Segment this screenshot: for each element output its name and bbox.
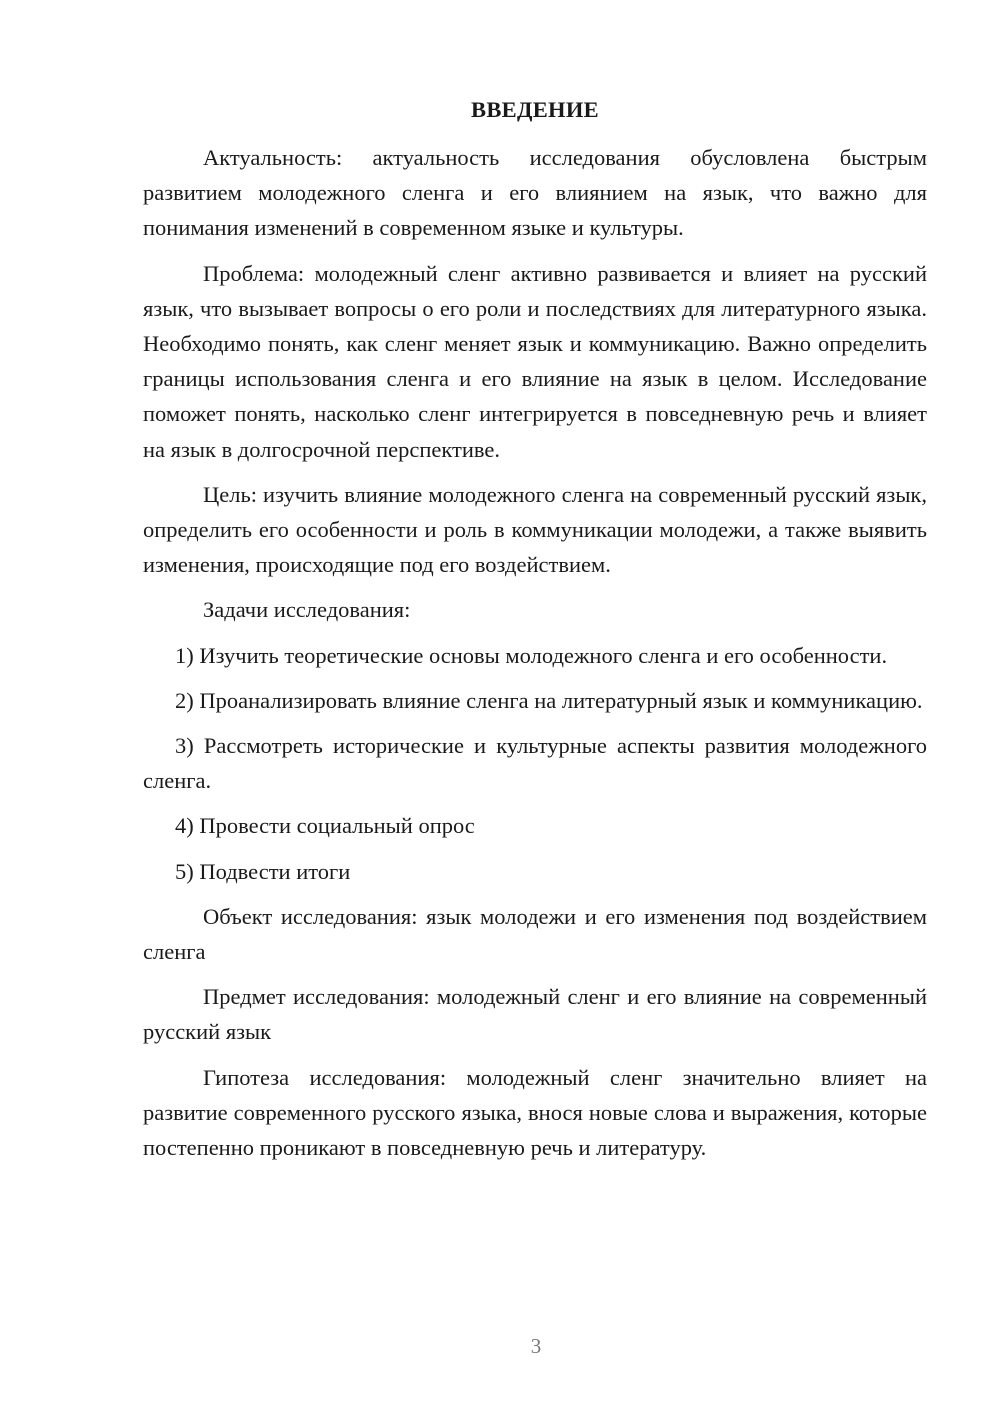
problem-paragraph: Проблема: молодежный сленг активно развивается и влияет на русский язык, что вызывает вопросы о его роли и последствиях для литературного языка. Необходимо понять, как сленг меняет язык и коммуникацию. Важно определить границы использования сленга и его влияние на язык в целом. Исследование поможет понять, насколько сленг интегрируется в повседневную речь и влияет на язык в долгосрочной перспективе. (143, 260, 927, 462)
task-item-4: 4) Провести социальный опрос (175, 813, 475, 839)
relevance-paragraph: Актуальность: актуальность исследования обусловлена быстрым развитием молодежного сленга и его влиянием на язык, что важно для понимания изменений в современном языке и культуры. (143, 145, 927, 241)
tasks-heading: Задачи исследования: (203, 597, 411, 623)
document-body (143, 92, 927, 1175)
section-title: ВВЕДЕНИЕ (471, 97, 599, 122)
task-item-1: 1) Изучить теоретические основы молодежного сленга и его особенности. (175, 642, 888, 668)
task-item-2: 2) Проанализировать влияние сленга на литературный язык и коммуникацию. (175, 687, 923, 713)
task-item-3: 3) Рассмотреть исторические и культурные аспекты развития молодежного сленга. (143, 733, 927, 794)
page-number: 3 (530, 1334, 542, 1358)
hypothesis-paragraph: Гипотеза исследования: молодежный сленг значительно влияет на развитие современного русского языка, внося новые слова и выражения, которые постепенно проникают в повседневную речь и литературу. (143, 1064, 927, 1161)
object-paragraph: Объект исследования: язык молодежи и его изменения под воздействием сленга (143, 903, 927, 965)
goal-paragraph: Цель: изучить влияние молодежного сленга на современный русский язык, определить его особенности и роль в коммуникации молодежи, а также выявить изменения, происходящие под его воздействием. (143, 481, 927, 578)
subject-paragraph: Предмет исследования: молодежный сленг и его влияние на современный русский язык (143, 984, 927, 1045)
task-item-5: 5) Подвести итоги (175, 858, 351, 884)
